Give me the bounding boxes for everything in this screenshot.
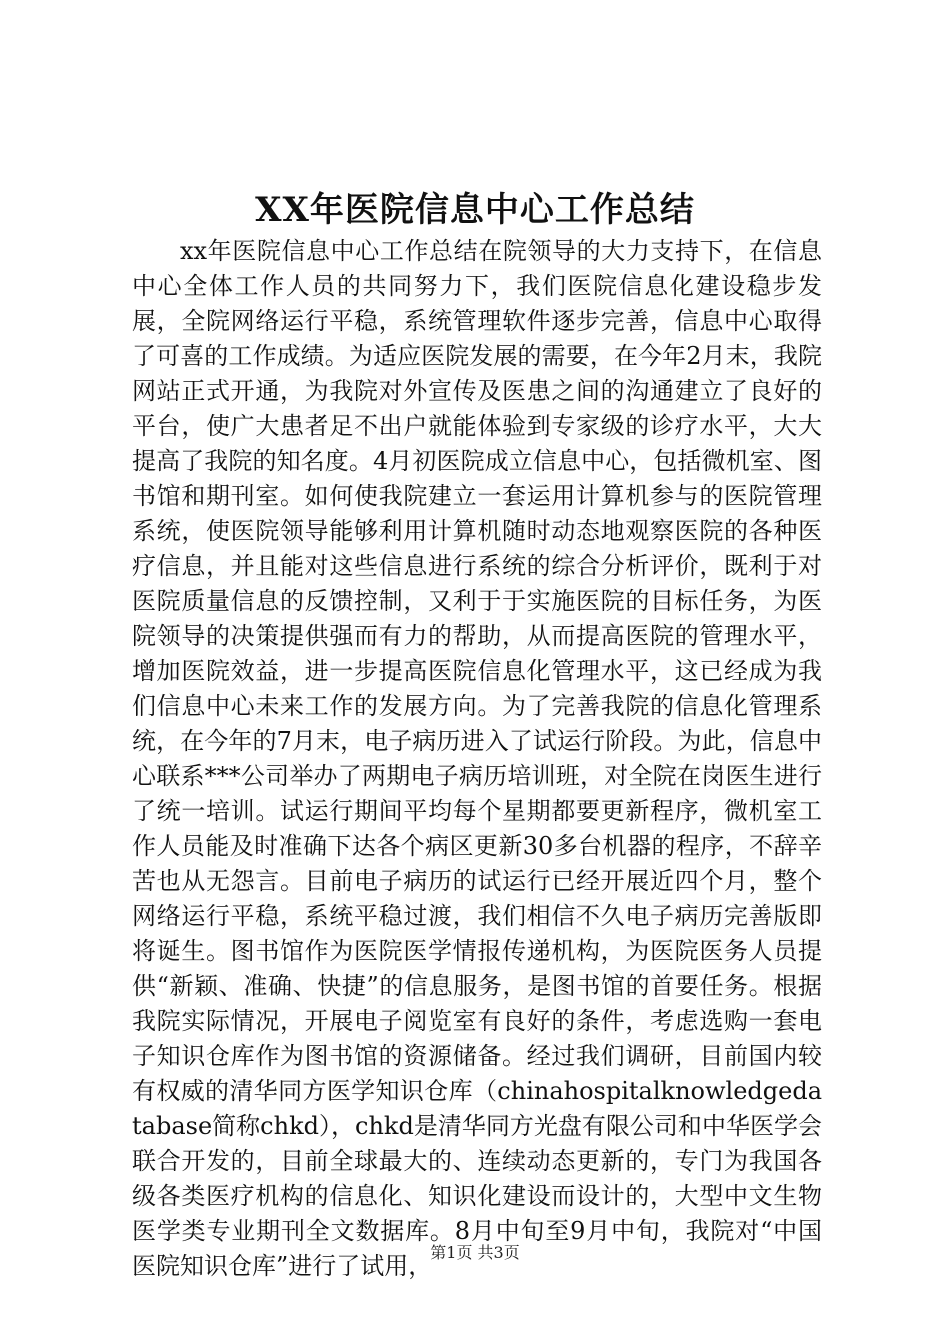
document-title: XX年医院信息中心工作总结 <box>255 190 695 230</box>
page-number-footer: 第1页 共3页 <box>430 1243 520 1262</box>
document-body-paragraph: xx年医院信息中心工作总结在院领导的大力支持下，在信息中心全体工作人员的共同努力下，我们医院信息化建设稳步发展，全院网络运行平稳，系统管理软件逐步完善，信息中心取得了可喜的工作成绩。为适应医院发展的需要，在今年2月末，我院网站正式开通，为我院对外宣传及医患之间的沟通建立了良好的平台，使广大患者足不出户就能体验到专家级的诊疗水平，大大提高了我院的知名度。4月初医院成立信息中心，包括微机室、图书馆和期刊室。如何使我院建立一套运用计算机参与的医院管理系统，使医院领导能够利用计算机随时动态地观察医院的各种医疗信息，并且能对这些信息进行系统的综合分析评价，既利于对医院质量信息的反馈控制，又利于于实施医院的目标任务，为医院领导的决策提供强而有力的帮助，从而提高医院的管理水平，增加医院效益，进一步提高医院信息化管理水平，这已经成为我们信息中心未来工作的发展方向。为了完善我院的信息化管理系统，在今年的7月末，电子病历进入了试运行阶段。为此，信息中心联系***公司举办了两期电子病历培训班，对全院在岗医生进行了统一培训。试运行期间平均每个星期都要更新程序，微机室工作人员能及时准确下达各个病区更新30多台机器的程序，不辞辛苦也从无怨言。目前电子病历的试运行已经开展近四个月，整个网络运行平稳，系统平稳过渡，我们相信不久电子病历完善版即将诞生。图书馆作为医院医学情报传递机构，为医院医务人员提供“新颖、准确、快捷”的信息服务，是图书馆的首要任务。根据我院实际情况，开展电子阅览室有良好的条件，考虑选购一套电子知识仓库作为图书馆的资源储备。经过我们调研，目前国内较有权威的清华同方医学知识仓库（chinahospitalknowledgedatabase简称chkd），chkd是清华同方光盘有限公司和中华医学会联合开发的，目前全球最大的、连续动态更新的，专门为我国各级各类医疗机构的信息化、知识化建设而设计的，大型中文生物医学类专业期刊全文数据库。8月中旬至9月中旬，我院对“中国医院知识仓库”进行了试用， <box>132 237 822 1280</box>
